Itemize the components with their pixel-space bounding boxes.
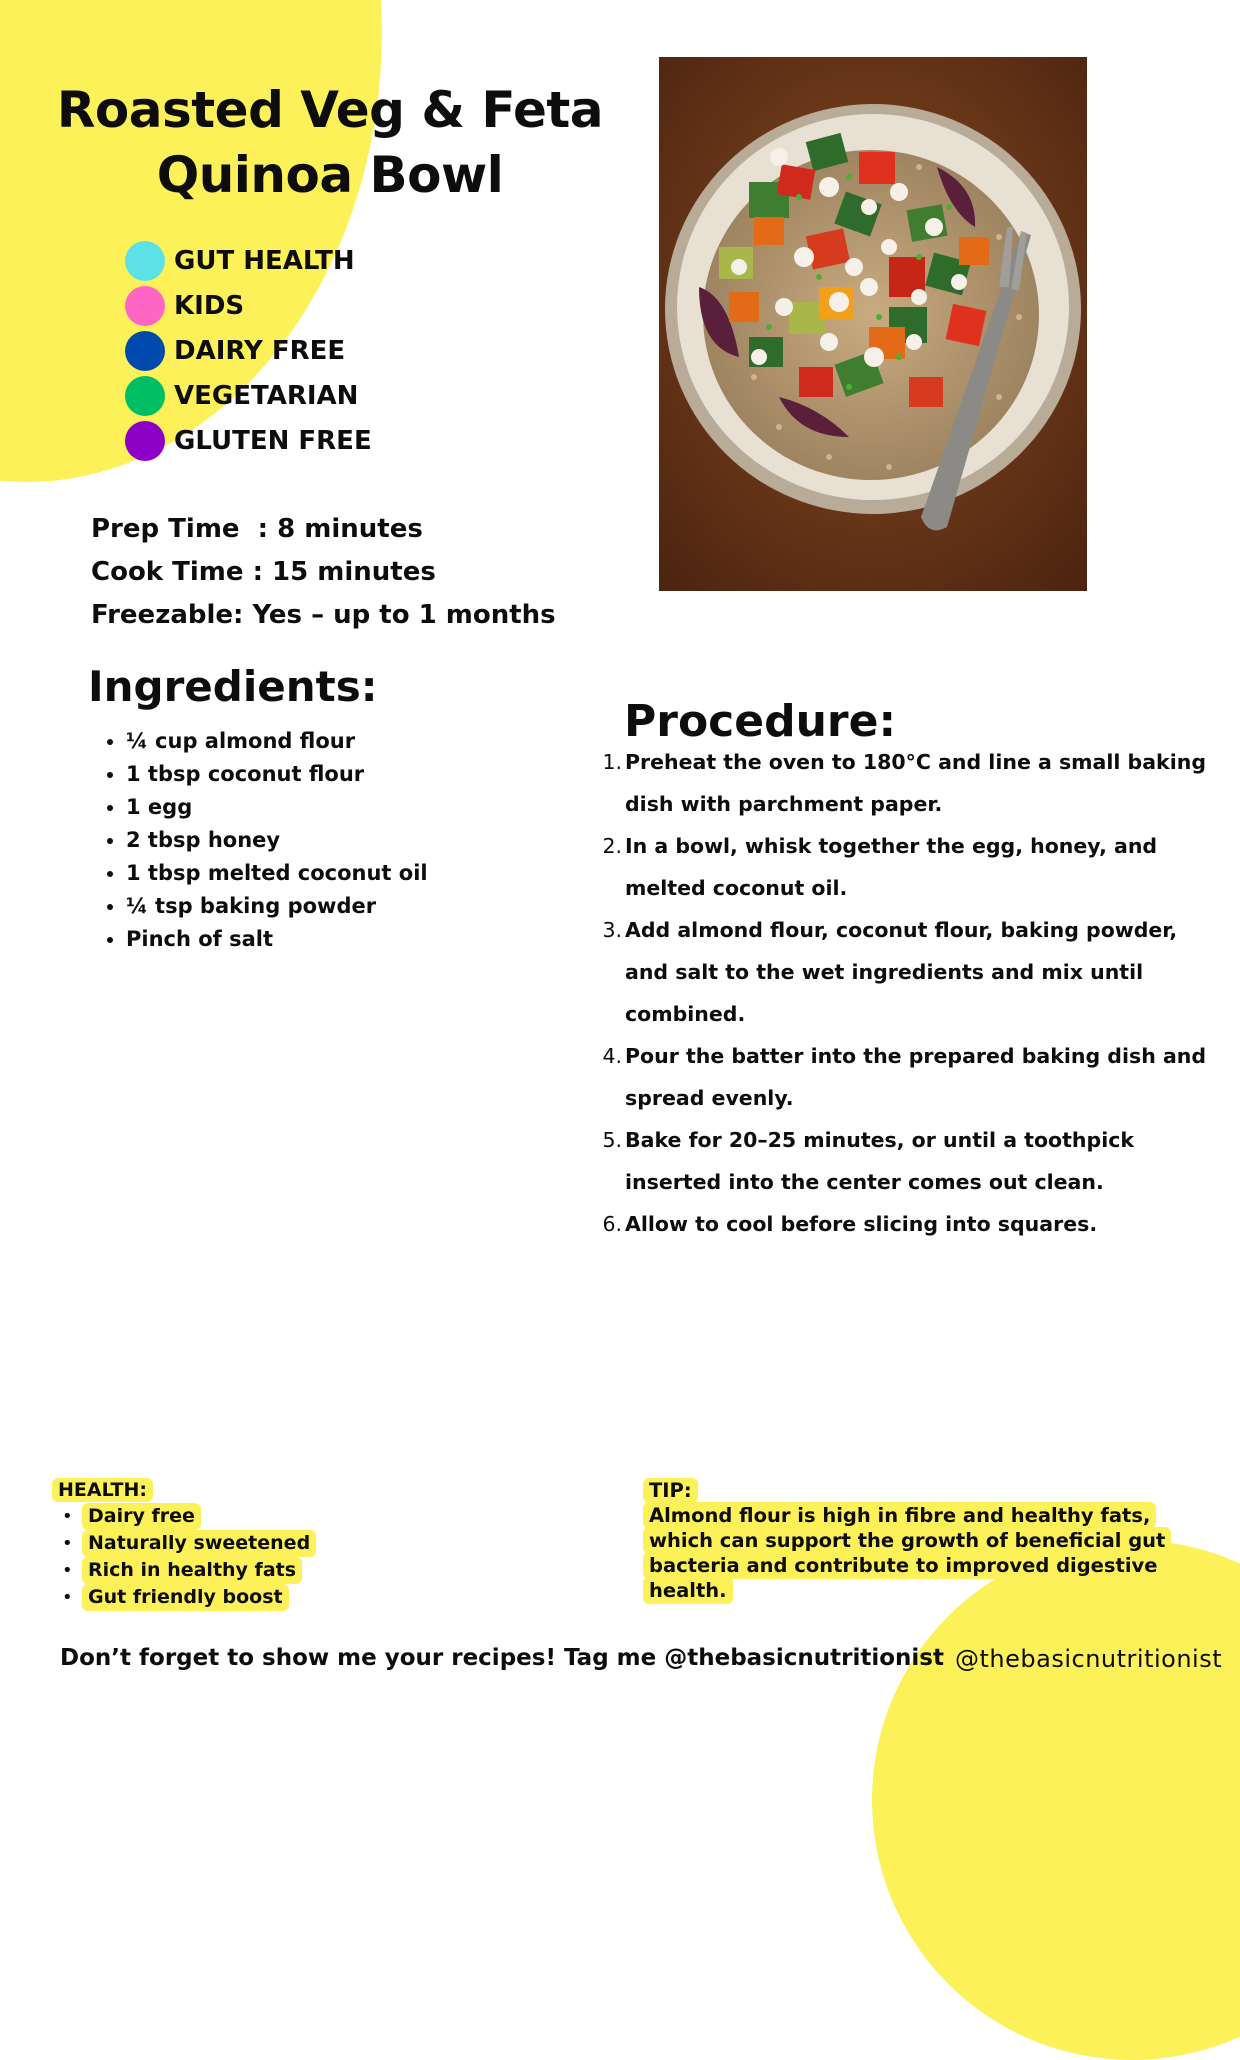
step-number: 1. [602, 750, 622, 774]
procedure-step [602, 1035, 1215, 1119]
tag-color-dot [125, 286, 165, 326]
ingredient-item: • ¼ tsp baking powder [126, 890, 428, 923]
health-list [52, 1503, 316, 1611]
tag-kids: KIDS [125, 283, 372, 328]
health-item: • Gut friendly boost [62, 1584, 316, 1611]
step-text: Preheat the oven to 180°C and line a small baking dish with parchment paper. [625, 750, 1206, 816]
procedure-step [602, 741, 1215, 825]
health-item: • Dairy free [62, 1503, 316, 1530]
procedure-step [602, 825, 1215, 909]
step-number: 3. [602, 918, 622, 942]
procedure-step [602, 1203, 1215, 1245]
cook-time: Cook Time : 15 minutes [91, 557, 436, 587]
tag-dairy-free: DAIRY FREE [125, 328, 372, 373]
ingredients-heading: Ingredients: [88, 662, 378, 711]
tag-color-dot [125, 241, 165, 281]
footer-tagline: Don’t forget to show me your recipes! Tag me @thebasicnutritionist [60, 1645, 944, 1671]
procedure-heading: Procedure: [624, 696, 897, 747]
ingredients-list [90, 725, 428, 956]
step-text: Allow to cool before slicing into squares. [625, 1212, 1098, 1236]
yellow-circle-decoration [872, 1540, 1240, 2060]
tag-gut-health: GUT HEALTH [125, 238, 372, 283]
ingredient-item: • 1 tbsp coconut flour [126, 758, 428, 791]
ingredient-item: • 1 egg [126, 791, 428, 824]
procedure-step [602, 909, 1215, 1035]
tag-vegetarian: VEGETARIAN [125, 373, 372, 418]
health-box [52, 1478, 316, 1611]
tag-color-dot [125, 421, 165, 461]
health-item: • Naturally sweetened [62, 1530, 316, 1557]
step-number: 4. [602, 1044, 622, 1068]
tag-color-dot [125, 376, 165, 416]
step-number: 6. [602, 1212, 622, 1236]
recipe-photo [659, 57, 1087, 591]
step-text: Add almond flour, coconut flour, baking powder, and salt to the wet ingredients and mix until combined. [625, 918, 1178, 1026]
procedure-steps [602, 741, 1215, 1245]
step-text: Bake for 20–25 minutes, or until a toothpick inserted into the center comes out clean. [625, 1128, 1135, 1194]
tag-color-dot [125, 331, 165, 371]
tag-gluten-free: GLUTEN FREE [125, 418, 372, 463]
ingredient-item: • Pinch of salt [126, 923, 428, 956]
tip-text: Almond flour is high in fibre and healthy fats, which can support the growth of beneficial gut bacteria and contribute to improved digestive health. [643, 1502, 1171, 1604]
step-text: In a bowl, whisk together the egg, honey, and melted coconut oil. [625, 834, 1158, 900]
freezable-info: Freezable: Yes – up to 1 months [91, 600, 556, 630]
ingredient-item: • 1 tbsp melted coconut oil [126, 857, 428, 890]
health-heading: HEALTH: [52, 1478, 153, 1502]
prep-time: Prep Time : 8 minutes [91, 514, 423, 544]
procedure-step [602, 1119, 1215, 1203]
diet-tags [125, 238, 372, 463]
tip-heading: TIP: [643, 1478, 698, 1503]
health-item: • Rich in healthy fats [62, 1557, 316, 1584]
recipe-title: Roasted Veg & Feta Quinoa Bowl [56, 81, 604, 204]
step-text: Pour the batter into the prepared baking dish and spread evenly. [625, 1044, 1207, 1110]
step-number: 5. [602, 1128, 622, 1152]
tip-box [643, 1478, 1203, 1603]
step-number: 2. [602, 834, 622, 858]
recipe-times [91, 508, 556, 637]
ingredient-item: • ¼ cup almond flour [126, 725, 428, 758]
ingredient-item: • 2 tbsp honey [126, 824, 428, 857]
footer-handle: @thebasicnutritionist [955, 1645, 1223, 1673]
